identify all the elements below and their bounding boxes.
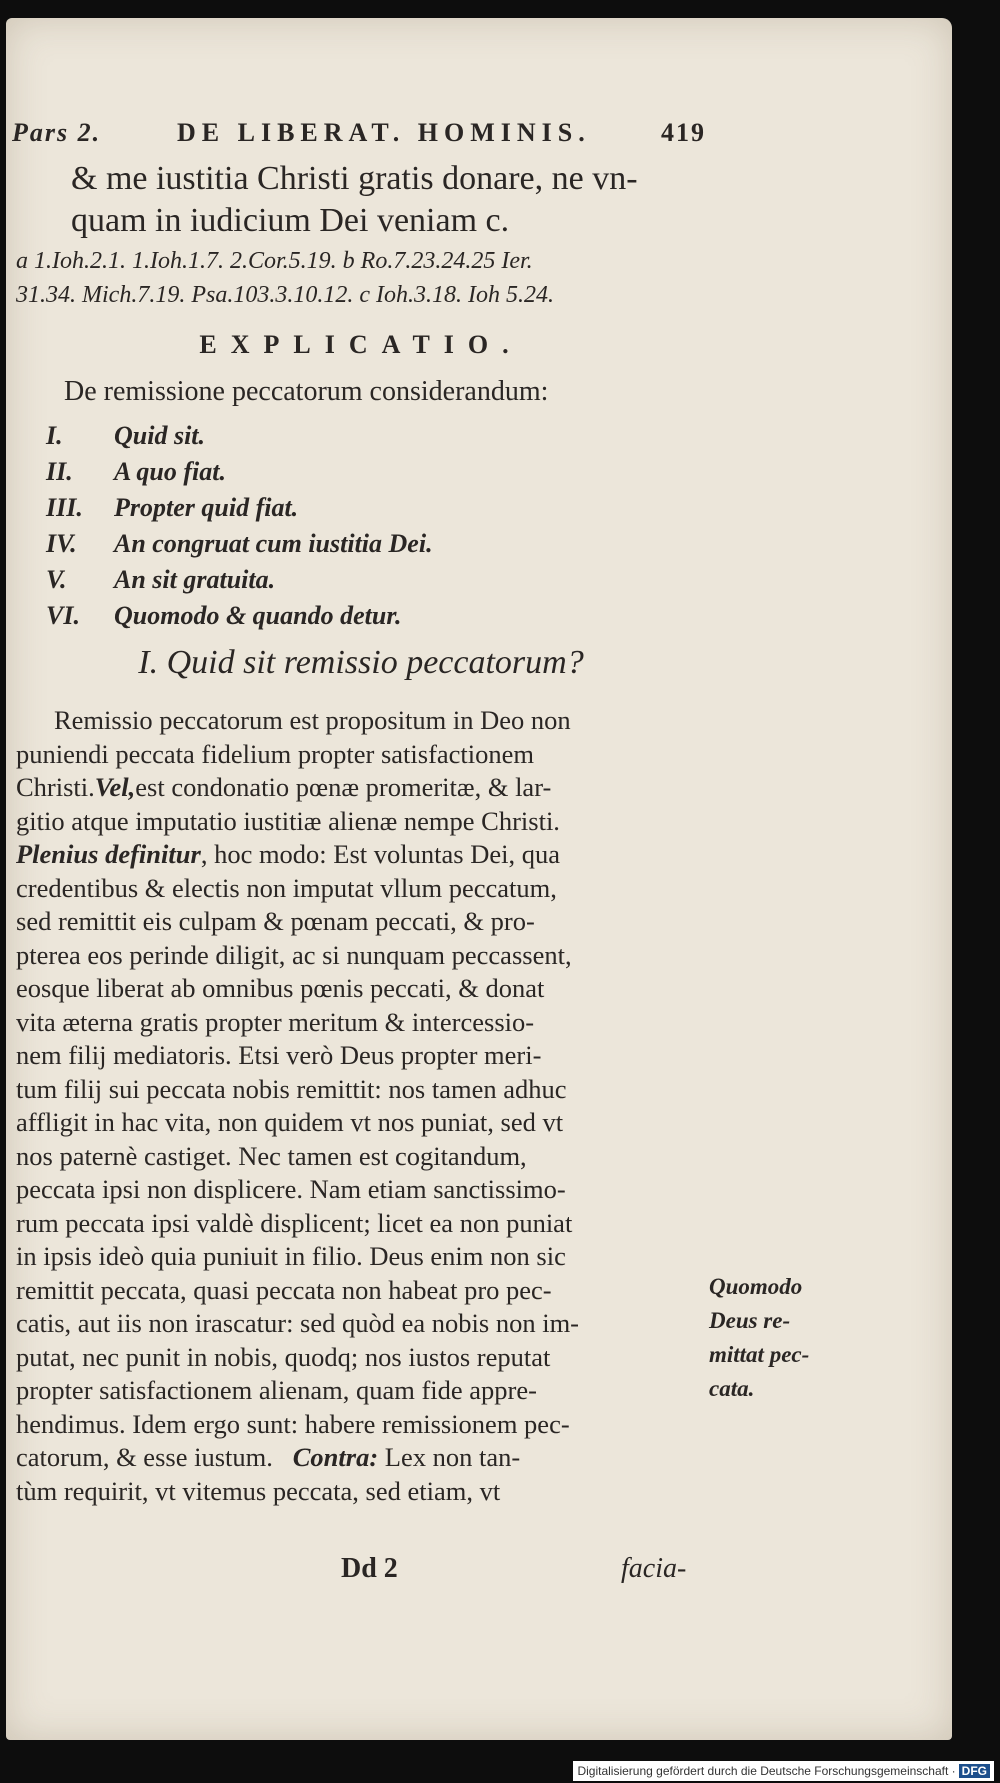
- item-number: V.: [46, 565, 67, 594]
- reference-line: 31.34. Mich.7.19. Psa.103.3.10.12. c Ioh.3.18. Ioh 5.24.: [16, 282, 554, 308]
- text-line: [16, 1441, 706, 1475]
- item-number: II.: [46, 457, 73, 486]
- list-item: [16, 598, 706, 634]
- text-run: Plenius definitur: [16, 839, 201, 869]
- running-title: DE LIBERAT. HOMINIS.: [177, 118, 591, 147]
- credit-text: Digitalisierung gefördert durch die Deutsche Forschungsgemeinschaft ·: [577, 1764, 956, 1778]
- text-line: affligit in hac vita, non quidem vt nos puniat, sed vt: [16, 1107, 564, 1137]
- list-item: [16, 418, 706, 454]
- list-item: [16, 490, 706, 526]
- text-line: propter satisfactionem alienam, quam fide appre-: [16, 1375, 537, 1405]
- text-line: nos paternè castiget. Nec tamen est cogitandum,: [16, 1140, 527, 1171]
- text-line: Remissio peccatorum est propositum in Deo non: [54, 705, 571, 735]
- signature-mark: Dd 2: [341, 1553, 398, 1584]
- question-list: [16, 418, 706, 634]
- item-text: An sit gratuita.: [114, 565, 276, 594]
- list-item: [16, 562, 706, 598]
- section-title: I. Quid sit remissio peccatorum?: [138, 644, 584, 681]
- text-line: quam in iudicium Dei veniam c.: [71, 202, 510, 239]
- text-line: peccata ipsi non displicere. Nam etiam sanctissimo-: [16, 1174, 566, 1204]
- margin-note-line: cata.: [709, 1376, 755, 1401]
- item-text: Quid sit.: [114, 421, 206, 450]
- catchword: facia-: [621, 1553, 687, 1584]
- text-line: pterea eos perinde diligit, ac si nunquam peccassent,: [16, 939, 572, 970]
- text-run: catorum, & esse iustum.: [16, 1442, 273, 1472]
- text-run: Lex non tan-: [384, 1442, 521, 1472]
- text-line: & me iustitia Christi gratis donare, ne vn-: [71, 160, 638, 197]
- text-line: [16, 838, 706, 872]
- text-line: tùm requirit, vt vitemus peccata, sed etiam, vt: [16, 1475, 501, 1506]
- body-paragraph: [16, 704, 706, 1508]
- text-run: , hoc modo: Est voluntas Dei, qua: [200, 839, 560, 869]
- reference-line: a 1.Ioh.2.1. 1.Ioh.1.7. 2.Cor.5.19. b Ro.7.23.24.25 Ier.: [16, 248, 533, 274]
- item-number: IV.: [46, 529, 77, 558]
- list-item: [16, 454, 706, 490]
- text-line: hendimus. Idem ergo sunt: habere remissionem pec-: [16, 1408, 570, 1439]
- text-line: eosque liberat ab omnibus pœnis peccati, & donat: [16, 973, 545, 1003]
- part-label: Pars 2.: [12, 118, 102, 147]
- margin-note-line: Deus re-: [709, 1308, 791, 1333]
- text-line: gitio atque imputatio iustitiæ alienæ nempe Christi.: [16, 805, 560, 836]
- digitization-credit: [573, 1761, 994, 1781]
- text-line: [16, 771, 706, 805]
- opening-lines: [16, 158, 706, 242]
- text-line: puniendi peccata fidelium propter satisfactionem: [16, 738, 535, 769]
- text-run: est condonatio pœnæ promeritæ, & lar-: [135, 772, 552, 802]
- running-head: [12, 118, 706, 158]
- margin-note-line: Quomodo: [709, 1274, 803, 1299]
- text-line: rum peccata ipsi valdè displicent; licet ea non puniat: [16, 1207, 573, 1238]
- scripture-references: [16, 244, 706, 312]
- item-text: Quomodo & quando detur.: [114, 601, 402, 630]
- list-item: [16, 526, 706, 562]
- text-line: catis, aut iis non irascatur: sed quòd ea nobis non im-: [16, 1308, 580, 1338]
- text-run: Vel,: [94, 772, 136, 802]
- item-text: A quo fiat.: [114, 457, 226, 486]
- text-line: nem filij mediatoris. Etsi verò Deus propter meri-: [16, 1040, 542, 1070]
- dfg-logo: DFG: [959, 1764, 990, 1778]
- text-line: in ipsis ideò quia puniuit in filio. Deus enim non sic: [16, 1241, 566, 1271]
- intro-line: De remissione peccatorum considerandum:: [64, 376, 549, 407]
- text-line: vita æterna gratis propter meritum & intercessio-: [16, 1006, 535, 1037]
- text-line: tum filij sui peccata nobis remittit: nos tamen adhuc: [16, 1073, 567, 1104]
- text-run: Contra:: [292, 1442, 379, 1472]
- item-text: Propter quid fiat.: [114, 493, 299, 522]
- item-text: An congruat cum iustitia Dei.: [114, 529, 433, 558]
- item-number: III.: [46, 493, 83, 522]
- page-number: 419: [661, 118, 706, 147]
- explicatio-heading: EXPLICATIO.: [199, 330, 523, 359]
- text-line: remittit peccata, quasi peccata non habeat pro pec-: [16, 1274, 552, 1305]
- book-page: [6, 18, 952, 1740]
- item-number: I.: [46, 421, 63, 450]
- margin-note-line: mittat pec-: [709, 1342, 810, 1367]
- margin-note: [709, 1270, 809, 1406]
- text-line: putat, nec punit in nobis, quodq; nos iustos reputat: [16, 1341, 551, 1372]
- text-line: credentibus & electis non imputat vllum peccatum,: [16, 872, 557, 903]
- item-number: VI.: [46, 601, 80, 630]
- text-run: Christi.: [16, 772, 95, 802]
- text-line: sed remittit eis culpam & pœnam peccati, & pro-: [16, 906, 535, 936]
